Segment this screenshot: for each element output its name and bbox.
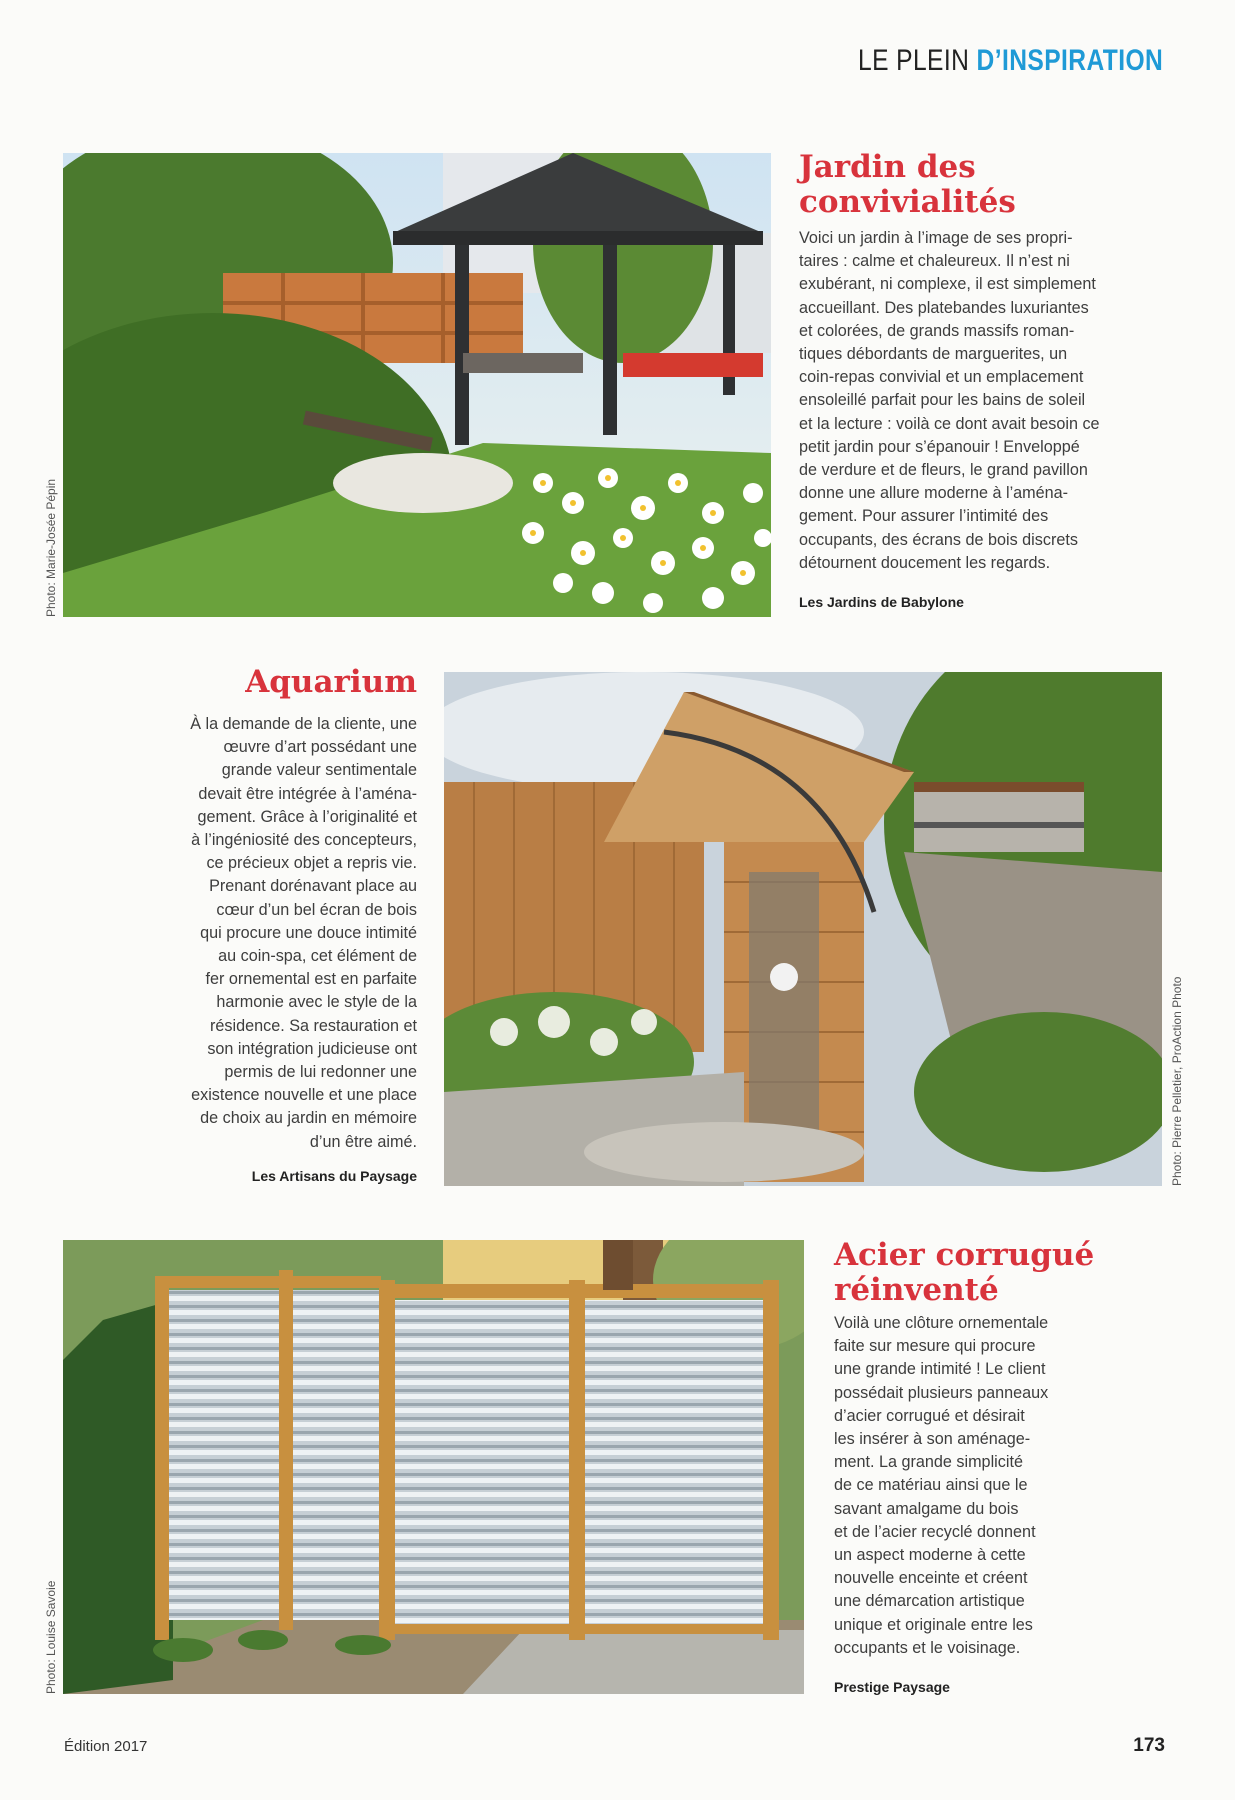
wood-screen-spa-photo	[444, 672, 1162, 1186]
article-1-body: Voici un jardin à l’image de ses propri- taires : calme et chaleureux. Il n’est ni exubérant, ni complexe, il est simplement accueillant. Des platebandes luxuriantes et colorées, de grands massifs roman- tiques débordants de marguerites, un coin-repas convivial et un emplacement ensoleillé parfait pour les bains de soleil et la lecture : voilà ce dont avait besoin ce petit jardin pour s’épanouir ! Enveloppé de verdure et de fleurs, le grand pavillon donne une allure moderne à l’aména- gement. Pour assurer l’intimité des occupants, des écrans de bois discrets détournent doucement les regards.	[799, 229, 1100, 572]
corrugated-fence-photo	[63, 1240, 804, 1694]
section-header-part2: D’INSPIRATION	[976, 44, 1163, 77]
article-2-byline: Les Artisans du Paysage	[251, 1168, 417, 1184]
photo-credit-1: Photo: Marie-Josée Pépin	[44, 478, 58, 617]
article-3-title: Acier corrugué réinventé	[834, 1237, 1095, 1308]
section-header	[858, 44, 1163, 78]
article-3-body: Voilà une clôture ornementale faite sur mesure qui procure une grande intimité ! Le client possédait plusieurs panneaux d’acier corrugué et désirait les insérer à son aménage- ment. La grande simplicité de ce matériau ainsi que le savant amalgame du bois et de l’acier recyclé donnent un aspect moderne à cette nouvelle enceinte et créent une démarcation artistique unique et originale entre les occupants et le voisinage.	[834, 1314, 1049, 1657]
article-2-body: À la demande de la cliente, une œuvre d’art possédant une grande valeur sentimentale devait être intégrée à l’aména- gement. Grâce à l’originalité et à l’ingéniosité des concepteurs, ce précieux objet a repris vie. Prenant dorénavant place au cœur d’un bel écran de bois qui procure une douce intimité au coin-spa, cet élément de fer ornemental est en parfaite harmonie avec le style de la résidence. Sa restauration et son intégration judicieuse ont permis de lui redonner une existence nouvelle et une place de choix au jardin en mémoire d’un être aimé.	[190, 715, 417, 1151]
article-1-title: Jardin des convivialités	[799, 149, 1016, 220]
section-header-part1: LE PLEIN	[857, 44, 977, 77]
photo-credit-2: Photo: Pierre Pelletier, ProAction Photo	[1170, 976, 1184, 1186]
gazebo-garden-photo	[63, 153, 771, 617]
article-3-byline: Prestige Paysage	[834, 1679, 950, 1695]
article-2-title: Aquarium	[245, 664, 417, 700]
page-number: 173	[1133, 1735, 1165, 1756]
photo-credit-3: Photo: Louise Savoie	[44, 1580, 58, 1694]
article-1-byline: Les Jardins de Babylone	[799, 594, 964, 610]
edition-label: Édition 2017	[64, 1738, 148, 1755]
